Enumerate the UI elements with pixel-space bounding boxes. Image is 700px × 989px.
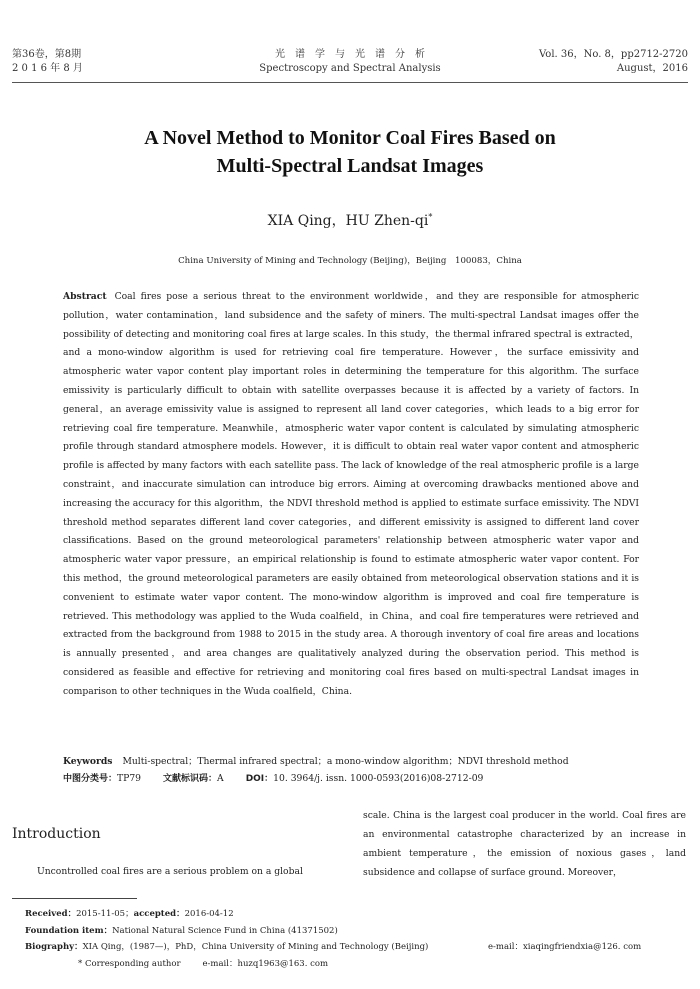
biography-label: Biography： xyxy=(25,942,83,952)
paper-title xyxy=(0,124,700,180)
footnote-divider xyxy=(12,898,137,899)
keywords-text: Multi-spectral；Thermal infrared spectral；a mono-window algorithm；NDVI threshold method xyxy=(122,756,569,767)
header-right-line2: August，2016 xyxy=(616,63,688,74)
body-right-column: scale. China is the largest coal producer in the world. Coal fires are an environmental catastrophe characterized by an increase in ambient temperature，the emission of noxious gases，land subsidence and collapse of surface ground. Moreover， xyxy=(363,810,686,878)
abstract xyxy=(63,288,639,702)
clc-label: 中图分类号： xyxy=(63,774,118,784)
affiliation: China University of Mining and Technology (Beijing)，Beijing 100083，China xyxy=(178,256,522,266)
footnote-foundation xyxy=(25,924,700,939)
received-label: Received： xyxy=(25,909,77,919)
footnote-biography xyxy=(25,940,700,955)
doi-value: 10. 3964/j. issn. 1000-0593(2016)08-2712-09 xyxy=(273,773,484,784)
foundation-label: Foundation item： xyxy=(25,926,113,936)
accepted-value: 2016-04-12 xyxy=(184,909,234,919)
doc-code-label: 文献标识码： xyxy=(163,774,218,784)
classification-line xyxy=(63,771,663,784)
biography-value: XIA Qing，(1987—)，PhD，China University of Mining and Technology (Beijing) xyxy=(82,942,429,952)
biography-email: e-mail：xiaqingfriendxia@126. com xyxy=(488,942,642,952)
title-line2: Multi-Spectral Landsat Images xyxy=(216,155,484,177)
corresponding-author: * Corresponding author xyxy=(78,959,181,969)
received-value: 2015-11-05； xyxy=(76,909,134,919)
body-left-column: Uncontrolled coal fires are a serious problem on a global xyxy=(37,866,303,877)
corresponding-email: e-mail：huzq1963@163. com xyxy=(202,959,329,969)
doc-code-value: A xyxy=(217,773,224,784)
header-left-line1: 第36卷，第8期 xyxy=(12,49,82,60)
header-right-line1: Vol. 36，No. 8，pp2712-2720 xyxy=(539,49,688,60)
author-list xyxy=(0,210,700,230)
header-left-line2: 2 0 1 6 年 8 月 xyxy=(12,63,83,74)
accepted-label: accepted： xyxy=(133,909,185,919)
clc-value: TP79 xyxy=(117,773,142,784)
doi-label: DOI： xyxy=(245,774,274,784)
section-heading-introduction: Introduction xyxy=(12,826,101,842)
authors-text: XIA Qing，HU Zhen-qi xyxy=(267,213,429,229)
header-center-line2: Spectroscopy and Spectral Analysis xyxy=(259,63,441,74)
footnote-corresponding xyxy=(78,957,700,972)
keywords xyxy=(63,753,639,767)
corresponding-mark: * xyxy=(428,212,433,222)
footnote-dates xyxy=(25,907,700,922)
keywords-label: Keywords xyxy=(63,756,113,767)
foundation-value: National Natural Science Fund in China (41371502) xyxy=(112,926,338,936)
title-line1: A Novel Method to Monitor Coal Fires Based on xyxy=(144,127,556,149)
journal-volume-en xyxy=(539,48,688,76)
abstract-text: Coal fires pose a serious threat to the environment worldwide，and they are responsible for atmospheric pollution，water contamination，land subsidence and the safety of miners. The multi-spectral Landsat images offer the possibility of detecting and monitoring coal fires at large scales. In this study，the thermal infrared spectral is extracted，and a mono-window algorithm is used for retrieving coal fire temperature. However，the surface emissivity and atmospheric water vapor content play important roles in determining the temperature for this algorithm. The surface emissivity is particularly difficult to obtain with satellite overpasses because it is affected by a variety of factors. In general，an average emissivity value is assigned to represent all land cover categories，which leads to a big error for retrieving coal fire temperature. Meanwhile，atmospheric water vapor content is calculated by simulating atmospheric profile through standard atmosphere models. However，it is difficult to obtain real water vapor content and atmospheric profile is affected by many factors with each satellite pass. The lack of knowledge of the real atmospheric profile is a large constraint，and inaccurate simulation can introduce big errors. Aiming at overcoming drawbacks mentioned above and increasing the accuracy for this algorithm，the NDVI threshold method is applied to estimate surface emissivity. The NDVI threshold method separates different land cover categories，and different emissivity is assigned to different land cover classifications. Based on the ground meteorological parameters' relationship between atmospheric water vapor and atmospheric water vapor pressure，an empirical relationship is found to estimate atmospheric water vapor content. For this method，the ground meteorological parameters are easily obtained from meteorological observation stations and it is convenient to estimate water vapor content. The mono-window algorithm is improved and coal fire temperature is retrieved. This methodology was applied to the Wuda coalfield，in China，and coal fire temperatures were retrieved and extracted from the background from 1988 to 2015 in the study area. A thorough inventory of coal fire areas and locations is annually presented，and area changes are qualitatively analyzed during the observation period. This method is considered as feasible and effective for retrieving and monitoring coal fires based on multi-spectral Landsat images in comparison to other techniques in the Wuda coalfield，China. xyxy=(63,291,639,697)
abstract-label: Abstract xyxy=(63,291,107,302)
header-center-line1: 光 谱 学 与 光 谱 分 析 xyxy=(275,49,425,60)
header-divider xyxy=(12,82,688,83)
